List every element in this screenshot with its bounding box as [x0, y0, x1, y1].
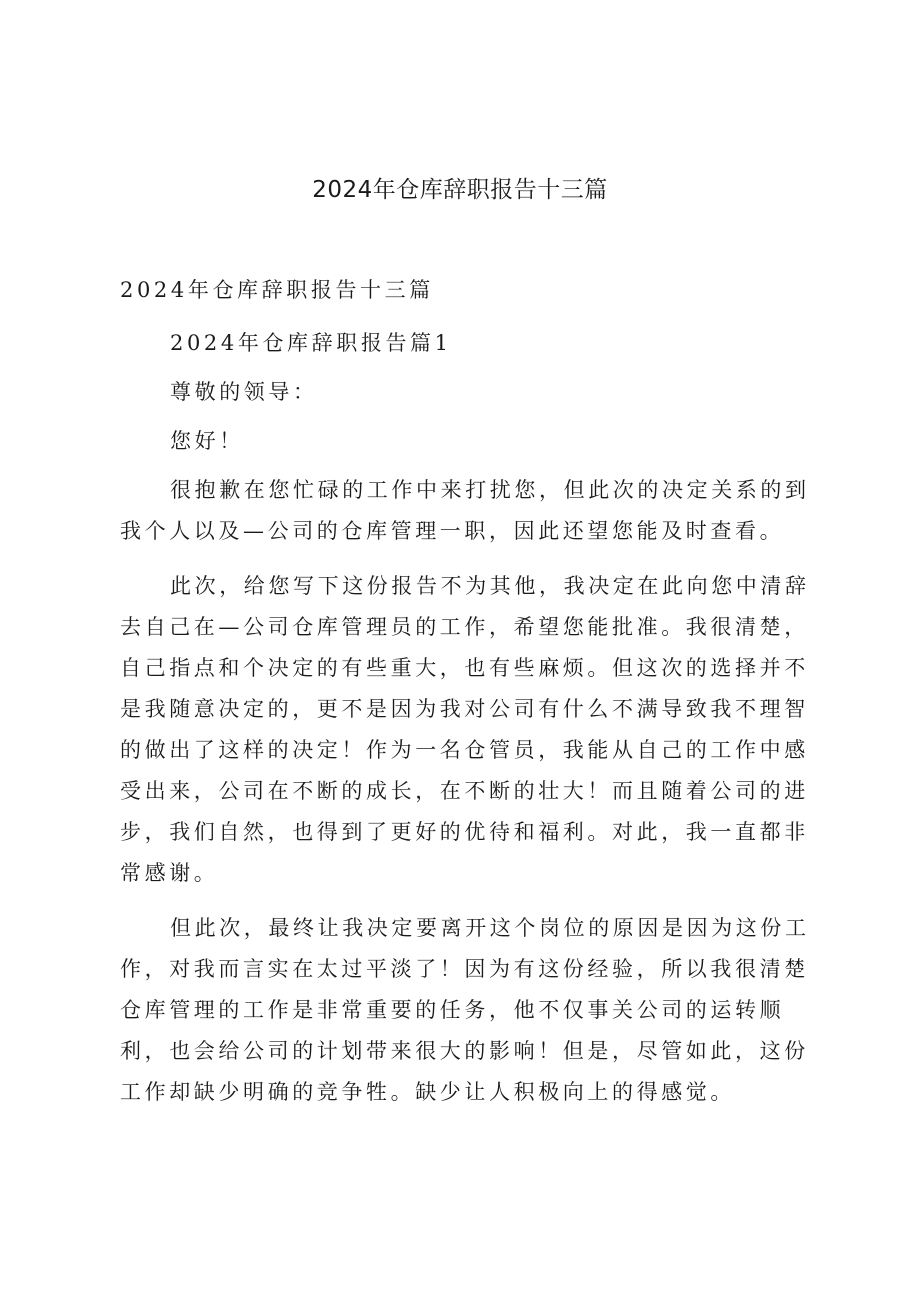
greeting: 您好！ — [170, 429, 244, 453]
document-subtitle: 2024年仓库辞职报告十三篇 — [120, 278, 434, 302]
document-title: 2024年仓库辞职报告十三篇 — [312, 177, 608, 203]
paragraph-2: 此次，给您写下这份报告不为其他，我决定在此向您中清辞去自己在—公司仓库管理员的工作，希望您能批准。我很清楚，自己指点和个决定的有些重大，也有些麻烦。但这次的选择并不是我随意决定的，更不是因为我对公司有什么不满导致我不理智的做出了这样的决定！作为一名仓管员，我能从自己的工作中感受出来，公司在不断的成长，在不断的壮大！而且随着公司的进步，我们自然，也得到了更好的优待和福利。对此，我一直都非常感谢。 — [120, 574, 810, 885]
paragraph-3: 但此次，最终让我决定要离开这个岗位的原因是因为这份工作，对我而言实在太过平淡了！因为有这份经验，所以我很清楚仓库管理的工作是非常重要的任务，他不仅事关公司的运转顺利，也会给公司的计划带来很大的影响！但是，尽管如此，这份工作却缺少明确的竞争牲。缺少让人积极向上的得感觉。 — [120, 916, 810, 1104]
section-heading: 2024年仓库辞职报告篇1 — [170, 331, 452, 355]
document-body — [120, 270, 820, 1113]
paragraph-1: 很抱歉在您忙碌的工作中来打扰您，但此次的决定关系的到我个人以及—公司的仓库管理一职，因此还望您能及时查看。 — [120, 478, 810, 543]
salutation: 尊敬的领导： — [170, 380, 318, 404]
